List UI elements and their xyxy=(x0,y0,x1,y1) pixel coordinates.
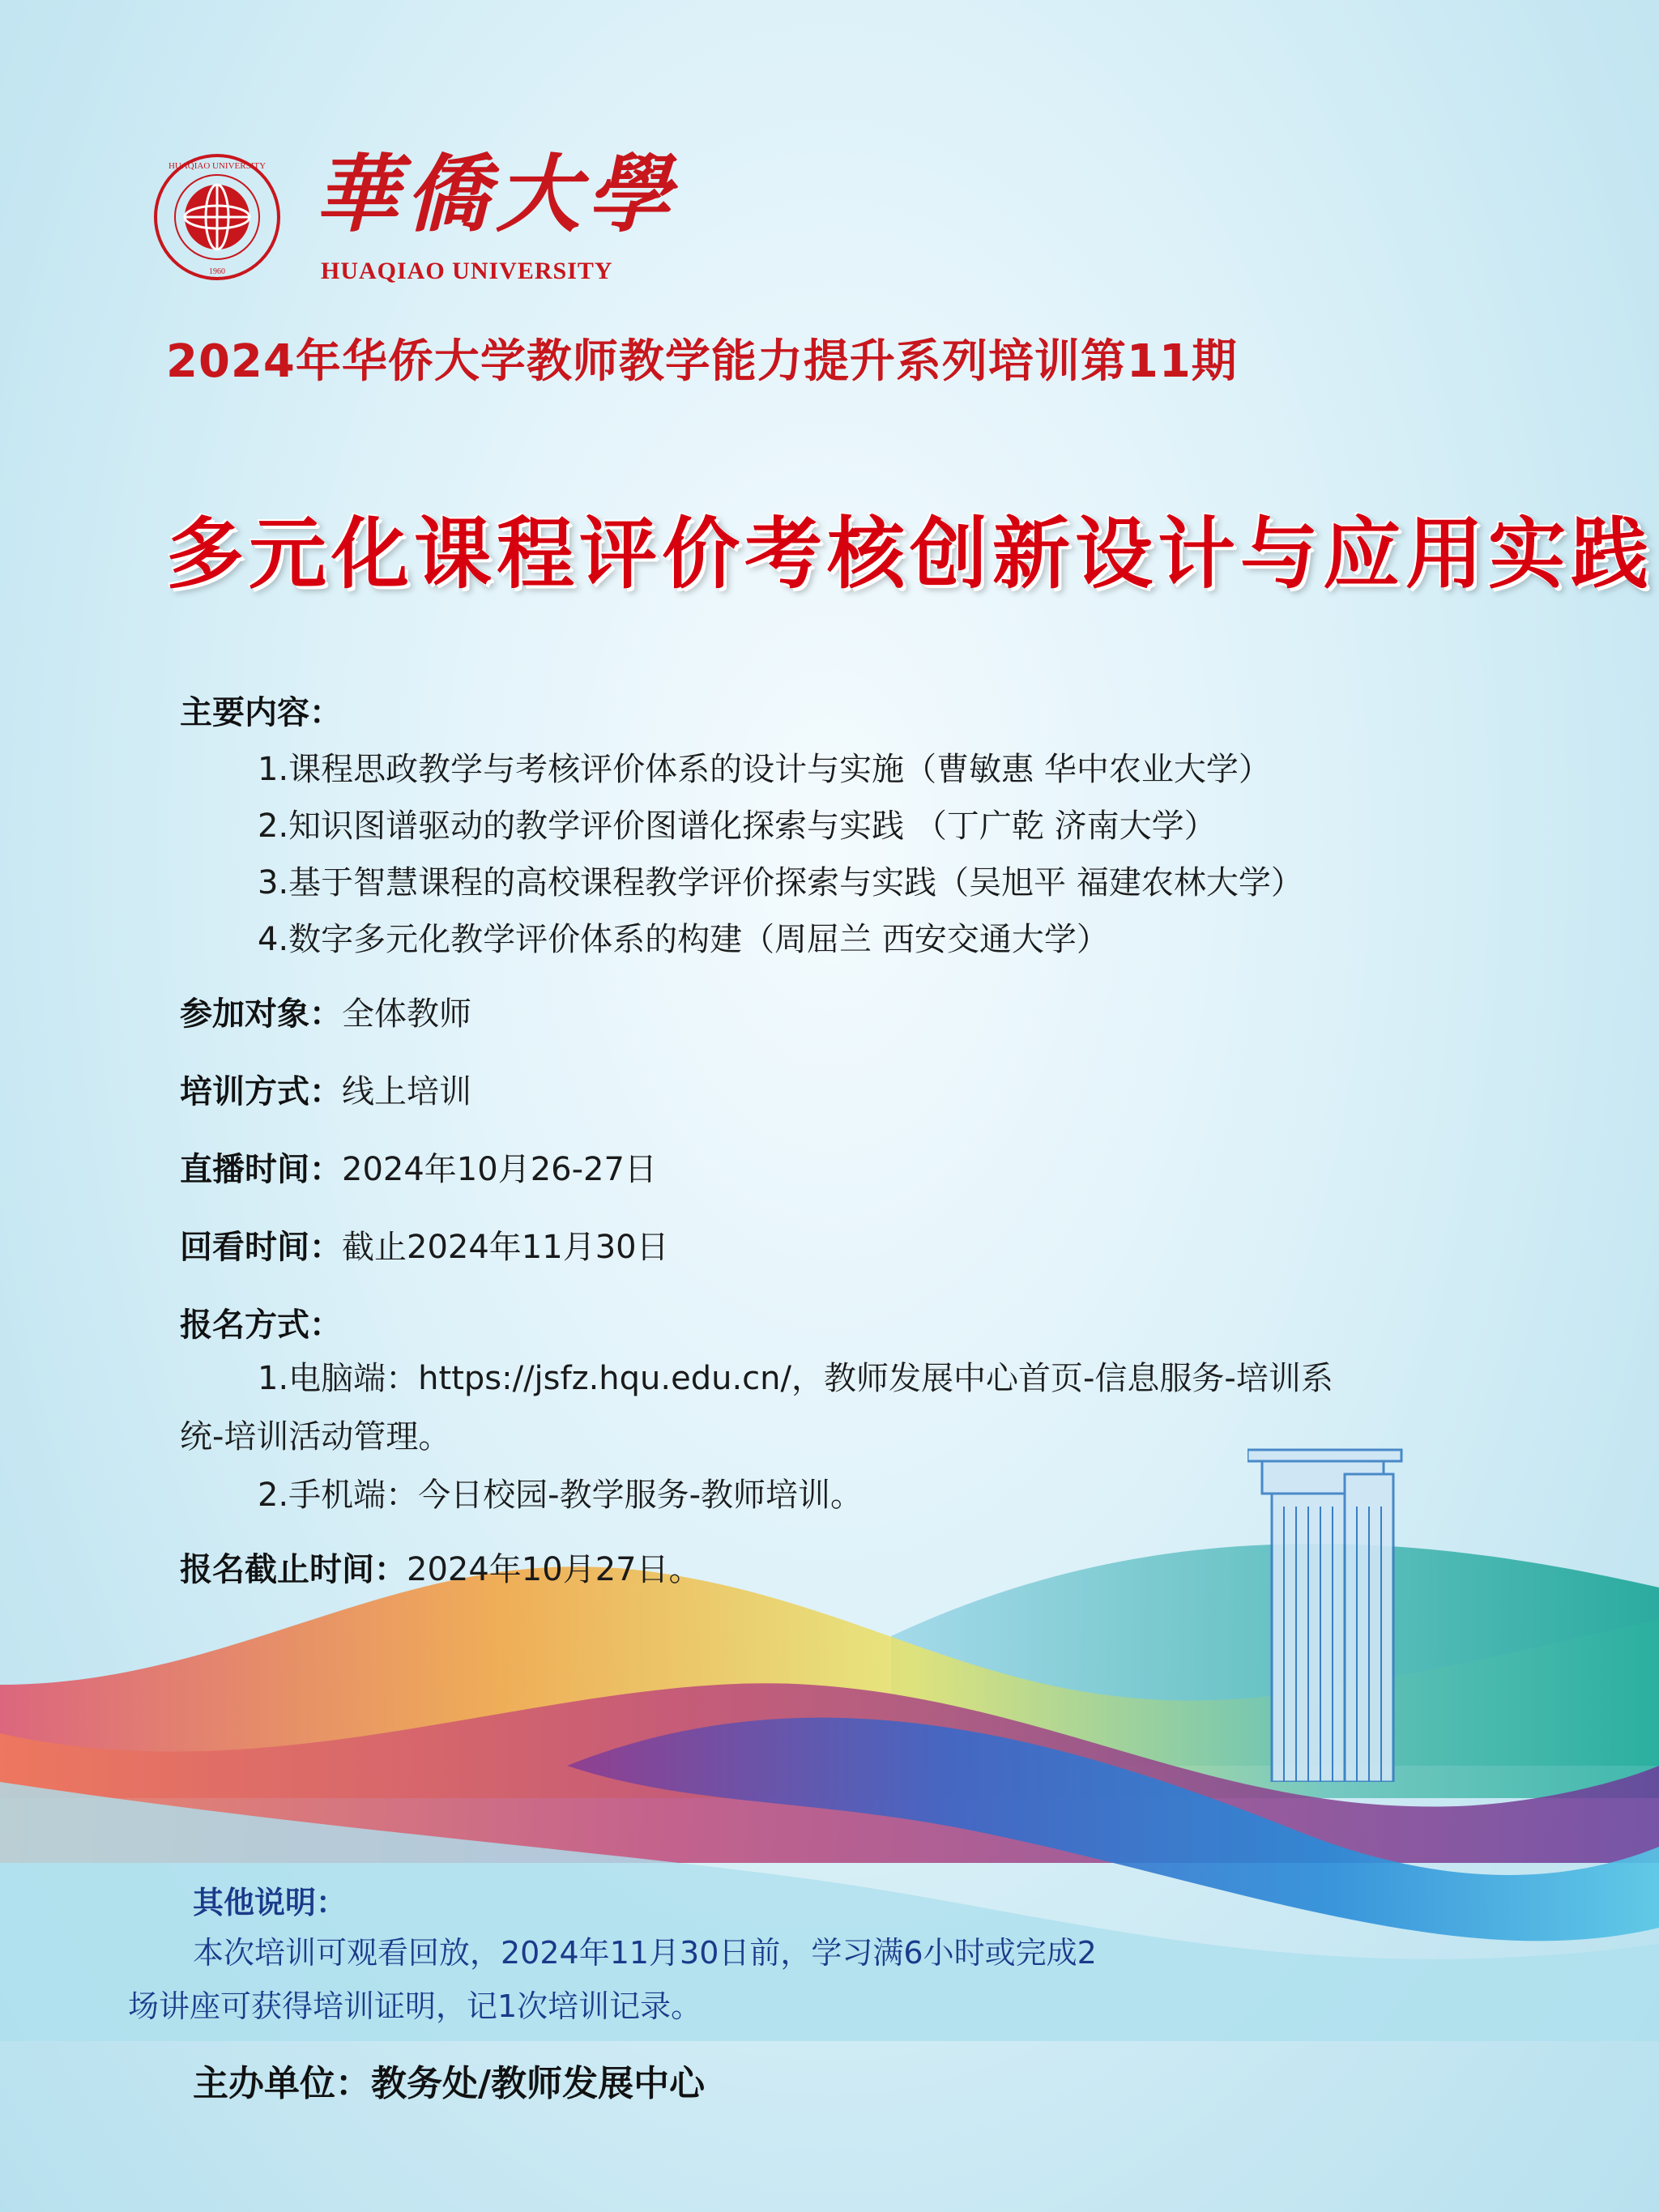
registration-heading: 报名方式： xyxy=(180,1306,342,1344)
tower-illustration xyxy=(1247,1442,1426,1782)
content-item: 4.数字多元化教学评价体系的构建（周屈兰 西安交通大学） xyxy=(258,921,1109,958)
registration-mobile-line: 2.手机端：今日校园-教学服务-教师培训。 xyxy=(258,1477,864,1514)
university-name-en: HUAQIAO UNIVERSITY xyxy=(321,258,613,284)
field-label: 直播时间： xyxy=(180,1151,342,1188)
field-registration-deadline xyxy=(180,1544,702,1590)
notes-heading: 其他说明： xyxy=(193,1885,348,1920)
content-item: 2.知识图谱驱动的教学评价图谱化探索与实践 （丁广乾 济南大学） xyxy=(258,808,1217,845)
field-label: 回看时间： xyxy=(180,1229,342,1266)
field-replay-time xyxy=(180,1221,669,1268)
field-value: 2024年10月27日。 xyxy=(407,1551,702,1588)
field-label: 报名截止时间： xyxy=(180,1551,407,1588)
notes-line: 场讲座可获得培训证明，记1次培训记录。 xyxy=(128,1988,702,2024)
field-live-time xyxy=(180,1144,657,1190)
content-item: 1.课程思政教学与考核评价体系的设计与实施（曹敏惠 华中农业大学） xyxy=(258,751,1271,788)
field-value: 线上培训 xyxy=(342,1073,471,1110)
field-audience xyxy=(180,988,471,1034)
field-value: 全体教师 xyxy=(342,995,471,1033)
organizer: 主办单位：教务处/教师发展中心 xyxy=(193,2063,706,2104)
series-title: 2024年华侨大学教师教学能力提升系列培训第11期 xyxy=(166,335,1238,388)
field-label: 参加对象： xyxy=(180,995,342,1033)
notes-line: 本次培训可观看回放，2024年11月30日前，学习满6小时或完成2 xyxy=(193,1935,1097,1971)
field-value: 2024年10月26-27日 xyxy=(342,1151,657,1188)
svg-text:HUAQIAO UNIVERSITY: HUAQIAO UNIVERSITY xyxy=(168,161,267,171)
university-name-cn: 華僑大學 xyxy=(314,144,678,244)
svg-text:1960: 1960 xyxy=(209,267,225,276)
content-heading: 主要内容： xyxy=(180,694,342,731)
main-title: 多元化课程评价考核创新设计与应用实践 xyxy=(166,508,1653,599)
registration-pc-line: 1.电脑端：https://jsfz.hqu.edu.cn/，教师发展中心首页-信息服务-培训系 xyxy=(258,1360,1333,1397)
registration-pc-line-cont: 统-培训活动管理。 xyxy=(180,1418,451,1455)
field-label: 培训方式： xyxy=(180,1073,342,1110)
field-value: 截止2024年11月30日 xyxy=(342,1229,669,1266)
content-item: 3.基于智慧课程的高校课程教学评价探索与实践（吴旭平 福建农林大学） xyxy=(258,864,1303,901)
university-seal-logo xyxy=(152,152,282,282)
field-format xyxy=(180,1066,471,1112)
